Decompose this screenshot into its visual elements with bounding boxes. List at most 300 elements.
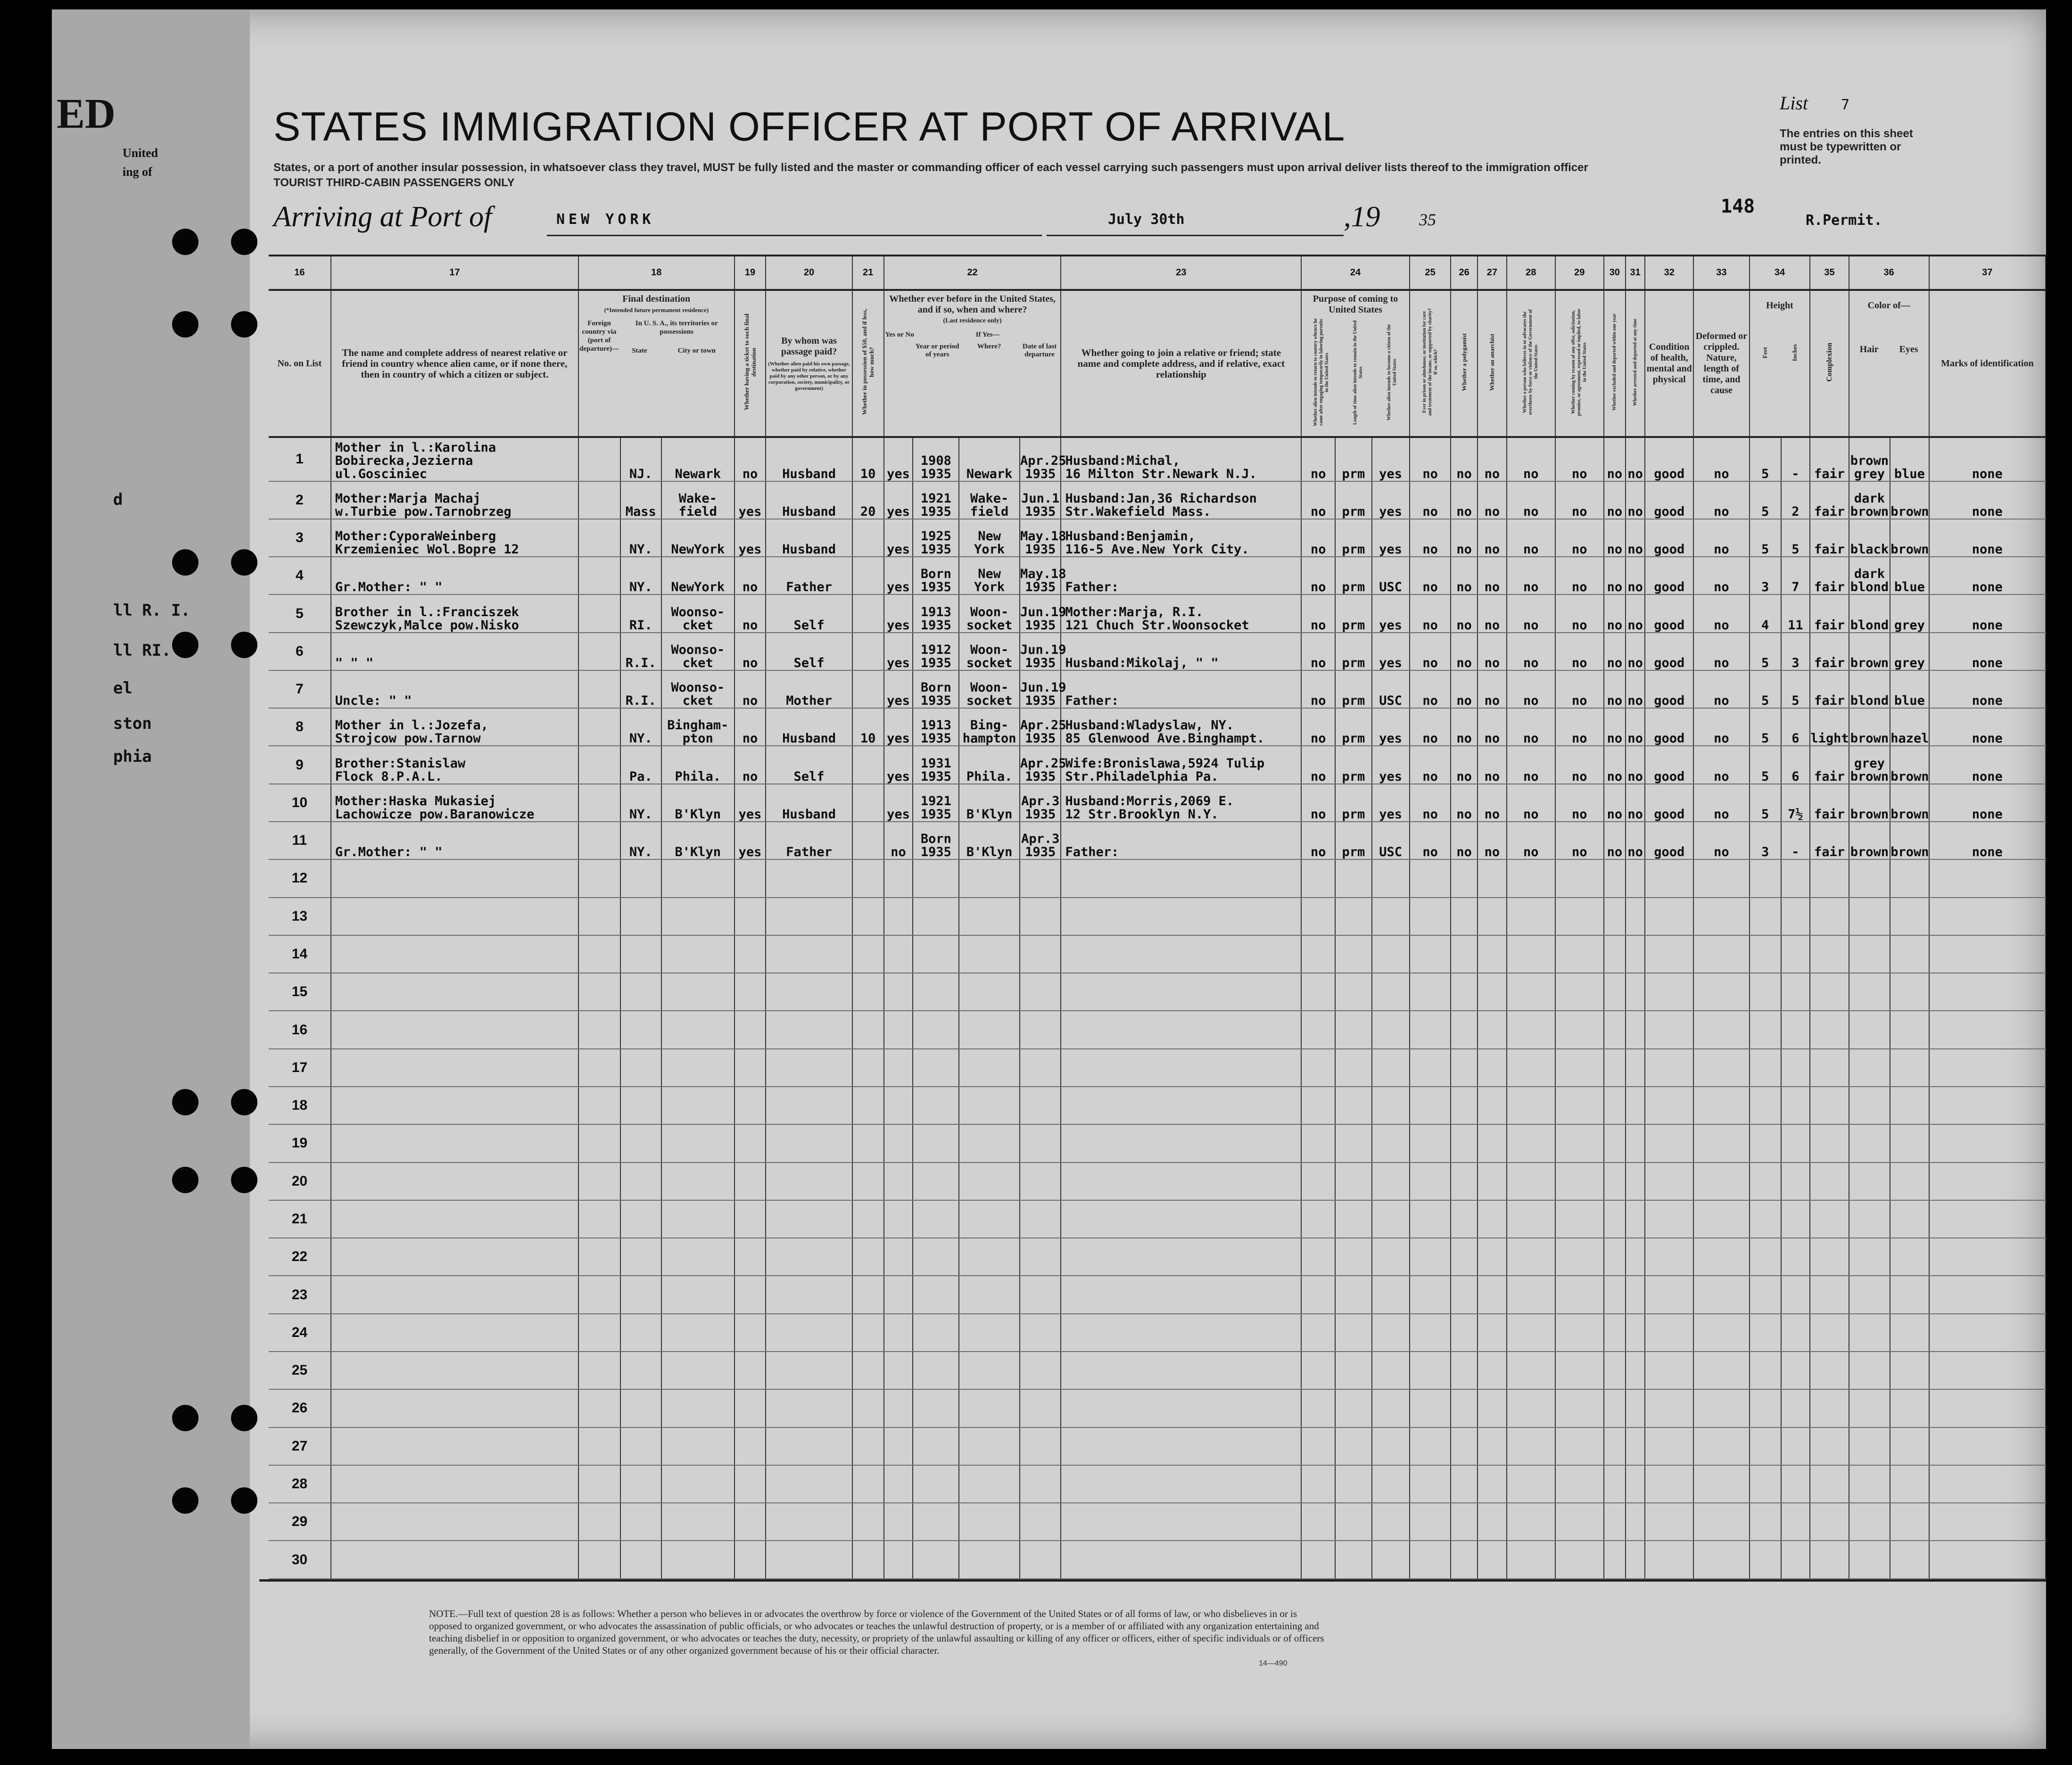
excluded: no bbox=[1604, 708, 1626, 746]
excluded: no bbox=[1604, 670, 1626, 708]
ticket bbox=[735, 973, 766, 1011]
money-amount bbox=[852, 1276, 884, 1313]
passage-paid-by bbox=[766, 898, 852, 935]
stub-heading: ED bbox=[57, 91, 116, 137]
header-polygamist bbox=[1451, 290, 1478, 437]
overthrow: no bbox=[1507, 708, 1555, 746]
purpose-citizen bbox=[1372, 1238, 1410, 1276]
previously-in-us: yes bbox=[884, 519, 913, 557]
destination-state: RI. bbox=[620, 594, 662, 632]
joining-relative bbox=[1061, 1163, 1301, 1200]
overthrow: no bbox=[1507, 633, 1555, 670]
complexion: light bbox=[1810, 708, 1849, 746]
purpose-citizen: yes bbox=[1372, 633, 1410, 670]
deformed: no bbox=[1693, 746, 1749, 784]
height-feet: 3 bbox=[1750, 557, 1781, 594]
deformed bbox=[1693, 1389, 1749, 1427]
list-label bbox=[1780, 92, 1849, 114]
destination-city: NewYork bbox=[661, 557, 734, 594]
destination-state: R.I. bbox=[620, 633, 662, 670]
purpose-return bbox=[1301, 1087, 1335, 1124]
health bbox=[1645, 1352, 1693, 1389]
money-amount bbox=[852, 784, 884, 822]
years-in-us bbox=[913, 1124, 959, 1162]
eye-color bbox=[1890, 1049, 1929, 1087]
polygamist bbox=[1451, 1389, 1478, 1427]
money-amount bbox=[852, 1427, 884, 1465]
height-inches bbox=[1781, 1163, 1810, 1200]
hair-header: Hair bbox=[1859, 344, 1879, 355]
health: good bbox=[1645, 557, 1693, 594]
passage-paid-by bbox=[766, 1087, 852, 1124]
identification-marks bbox=[1929, 973, 2046, 1011]
money-amount: 20 bbox=[852, 481, 884, 519]
deported: no bbox=[1626, 746, 1645, 784]
last-departure: Apr.25 1935 bbox=[1020, 708, 1061, 746]
complexion bbox=[1810, 898, 1849, 935]
anarchist-header-text: Whether an anarchist bbox=[1488, 333, 1496, 391]
relative-address: Gr.Mother: " " bbox=[331, 557, 578, 594]
destination-state: R.I. bbox=[620, 670, 662, 708]
eye-color bbox=[1890, 898, 1929, 935]
prison: no bbox=[1410, 594, 1451, 632]
prison: no bbox=[1410, 437, 1451, 481]
height-inches bbox=[1781, 1200, 1810, 1238]
via-port bbox=[578, 1087, 620, 1124]
previously-in-us: yes bbox=[884, 670, 913, 708]
class-line: TOURIST THIRD-CABIN PASSENGERS ONLY bbox=[273, 176, 515, 189]
complexion bbox=[1810, 1011, 1849, 1048]
previous-residence bbox=[959, 1427, 1020, 1465]
labor-offer bbox=[1555, 1352, 1604, 1389]
previous-residence bbox=[959, 1163, 1020, 1200]
anarchist bbox=[1478, 1314, 1507, 1352]
deformed bbox=[1693, 1200, 1749, 1238]
anarchist: no bbox=[1478, 708, 1507, 746]
anarchist: no bbox=[1478, 557, 1507, 594]
purpose-citizen: yes bbox=[1372, 708, 1410, 746]
stub-row-text: ll RI. bbox=[113, 641, 171, 660]
row-number: 18 bbox=[269, 1087, 331, 1124]
money-amount bbox=[852, 746, 884, 784]
labor-offer bbox=[1555, 1389, 1604, 1427]
purpose-citizen: yes bbox=[1372, 746, 1410, 784]
relative-address bbox=[331, 1011, 578, 1048]
height-inches bbox=[1781, 973, 1810, 1011]
excluded: no bbox=[1604, 437, 1626, 481]
punch-hole bbox=[172, 1089, 198, 1115]
deformed: no bbox=[1693, 784, 1749, 822]
eye-color bbox=[1890, 1465, 1929, 1503]
row-number: 29 bbox=[269, 1503, 331, 1541]
height-inches: 7 bbox=[1781, 557, 1810, 594]
height-subcolumns bbox=[1750, 344, 1810, 361]
deformed: no bbox=[1693, 633, 1749, 670]
relative-address: Mother in l.:Jozefa, Strojcow pow.Tarnow bbox=[331, 708, 578, 746]
polygamist bbox=[1451, 1352, 1478, 1389]
health: good bbox=[1645, 670, 1693, 708]
joining-relative: Father: bbox=[1061, 670, 1301, 708]
punch-hole bbox=[172, 311, 198, 338]
previous-residence: Woon- socket bbox=[959, 670, 1020, 708]
passage-paid-by bbox=[766, 973, 852, 1011]
destination-city: Newark bbox=[661, 437, 734, 481]
header-anarchist bbox=[1478, 290, 1507, 437]
deported bbox=[1626, 1276, 1645, 1313]
destination-city bbox=[661, 1049, 734, 1087]
deported: no bbox=[1626, 822, 1645, 859]
row-number: 9 bbox=[269, 746, 331, 784]
overthrow bbox=[1507, 1389, 1555, 1427]
passage-paid-by: Self bbox=[766, 633, 852, 670]
deported bbox=[1626, 1352, 1645, 1389]
purpose-return bbox=[1301, 1427, 1335, 1465]
last-departure: Jun.19 1935 bbox=[1020, 670, 1061, 708]
via-port bbox=[578, 898, 620, 935]
passage-paid-by: Husband bbox=[766, 784, 852, 822]
passage-paid-by: Husband bbox=[766, 519, 852, 557]
row-number: 28 bbox=[269, 1465, 331, 1503]
purpose-return: no bbox=[1301, 708, 1335, 746]
purpose-return: no bbox=[1301, 481, 1335, 519]
ticket: yes bbox=[735, 784, 766, 822]
joining-relative bbox=[1061, 1314, 1301, 1352]
relative-address bbox=[331, 1087, 578, 1124]
height-inches bbox=[1781, 1389, 1810, 1427]
destination-city: B'Klyn bbox=[661, 784, 734, 822]
relative-address: Brother in l.:Franciszek Szewczyk,Malce pow.Nisko bbox=[331, 594, 578, 632]
previous-residence bbox=[959, 1276, 1020, 1313]
height-feet bbox=[1750, 1427, 1781, 1465]
last-departure bbox=[1020, 1276, 1061, 1313]
overthrow bbox=[1507, 1541, 1555, 1579]
identification-marks bbox=[1929, 1503, 2046, 1541]
table-row bbox=[269, 1276, 2046, 1313]
prison bbox=[1410, 898, 1451, 935]
previous-residence bbox=[959, 1124, 1020, 1162]
hair-color bbox=[1849, 859, 1890, 897]
excluded bbox=[1604, 1314, 1626, 1352]
complexion: fair bbox=[1810, 633, 1849, 670]
destination-state bbox=[620, 1465, 662, 1503]
anarchist: no bbox=[1478, 633, 1507, 670]
state-header: State bbox=[632, 346, 647, 355]
money-amount: 10 bbox=[852, 437, 884, 481]
overthrow bbox=[1507, 1314, 1555, 1352]
joining-relative: Father: bbox=[1061, 557, 1301, 594]
row-number: 12 bbox=[269, 859, 331, 897]
relative-address bbox=[331, 1465, 578, 1503]
purpose-return bbox=[1301, 1276, 1335, 1313]
relative-address bbox=[331, 1276, 578, 1313]
eye-color bbox=[1890, 1276, 1929, 1313]
port-underline bbox=[547, 235, 1042, 236]
prison bbox=[1410, 1427, 1451, 1465]
height-feet bbox=[1750, 1352, 1781, 1389]
page-subtitle bbox=[273, 160, 1876, 190]
date-underline bbox=[1047, 235, 1344, 236]
passage-paid-by: Husband bbox=[766, 481, 852, 519]
stub-row-text: ll R. I. bbox=[113, 601, 190, 620]
page-title: STATES IMMIGRATION OFFICER AT PORT OF ARRIVAL bbox=[273, 104, 1346, 149]
money-amount bbox=[852, 633, 884, 670]
height-feet bbox=[1750, 1200, 1781, 1238]
ticket: no bbox=[735, 746, 766, 784]
prison bbox=[1410, 1238, 1451, 1276]
previously-in-us bbox=[884, 859, 913, 897]
previously-in-us bbox=[884, 1087, 913, 1124]
row-number: 2 bbox=[269, 481, 331, 519]
ticket bbox=[735, 1314, 766, 1352]
ticket bbox=[735, 1124, 766, 1162]
money-amount bbox=[852, 1049, 884, 1087]
health bbox=[1645, 1541, 1693, 1579]
hair-color: blond bbox=[1849, 594, 1890, 632]
health bbox=[1645, 1314, 1693, 1352]
relative-address bbox=[331, 1314, 578, 1352]
polygamist: no bbox=[1451, 822, 1478, 859]
purpose-length bbox=[1335, 1124, 1371, 1162]
last-departure bbox=[1020, 1503, 1061, 1541]
anarchist bbox=[1478, 1503, 1507, 1541]
relative-address bbox=[331, 935, 578, 973]
deformed bbox=[1693, 1238, 1749, 1276]
yes-no-header: Yes or No bbox=[885, 330, 914, 338]
permit-label: R.Permit. bbox=[1806, 212, 1882, 229]
row-number: 7 bbox=[269, 670, 331, 708]
labor-offer bbox=[1555, 973, 1604, 1011]
excluded bbox=[1604, 1049, 1626, 1087]
identification-marks bbox=[1929, 1087, 2046, 1124]
eye-color bbox=[1890, 1200, 1929, 1238]
header-deported bbox=[1626, 290, 1645, 437]
polygamist bbox=[1451, 1163, 1478, 1200]
passage-paid-by bbox=[766, 1276, 852, 1313]
stub-row-text: d bbox=[113, 490, 123, 509]
money-amount bbox=[852, 822, 884, 859]
deported: no bbox=[1626, 481, 1645, 519]
eye-color bbox=[1890, 1314, 1929, 1352]
identification-marks bbox=[1929, 1200, 2046, 1238]
destination-city bbox=[661, 1163, 734, 1200]
relative-address bbox=[331, 1503, 578, 1541]
purpose-citizen bbox=[1372, 898, 1410, 935]
header-money bbox=[852, 290, 884, 437]
deformed bbox=[1693, 935, 1749, 973]
last-departure bbox=[1020, 1427, 1061, 1465]
col-num: 16 bbox=[269, 256, 331, 290]
height-inches: 11 bbox=[1781, 594, 1810, 632]
polygamist bbox=[1451, 1503, 1478, 1541]
prison: no bbox=[1410, 633, 1451, 670]
ticket bbox=[735, 1276, 766, 1313]
years-in-us bbox=[913, 859, 959, 897]
joining-relative: Husband:Morris,2069 E. 12 Str.Brooklyn N.Y. bbox=[1061, 784, 1301, 822]
eye-color: brown bbox=[1890, 746, 1929, 784]
overthrow-header-text: Whether a person who believes in or advocates the overthrow by force or violence of the Government of the United States bbox=[1522, 309, 1539, 415]
anarchist bbox=[1478, 1049, 1507, 1087]
purpose-citizen bbox=[1372, 1276, 1410, 1313]
overthrow: no bbox=[1507, 594, 1555, 632]
deformed bbox=[1693, 898, 1749, 935]
identification-marks: none bbox=[1929, 594, 2046, 632]
years-header: Year or period of years bbox=[915, 342, 959, 358]
years-in-us bbox=[913, 1503, 959, 1541]
destination-city: Woonso- cket bbox=[661, 594, 734, 632]
purpose-citizen bbox=[1372, 1541, 1410, 1579]
header-final-destination bbox=[578, 290, 735, 437]
purpose-citizen bbox=[1372, 1049, 1410, 1087]
destination-state bbox=[620, 973, 662, 1011]
complexion bbox=[1810, 935, 1849, 973]
row-number: 30 bbox=[269, 1541, 331, 1579]
health bbox=[1645, 1427, 1693, 1465]
purpose-return bbox=[1301, 935, 1335, 973]
via-port bbox=[578, 594, 620, 632]
excluded bbox=[1604, 1124, 1626, 1162]
identification-marks bbox=[1929, 1238, 2046, 1276]
deported bbox=[1626, 1163, 1645, 1200]
passage-paid-by bbox=[766, 1427, 852, 1465]
color-subcolumns bbox=[1849, 344, 1929, 355]
complexion: fair bbox=[1810, 481, 1849, 519]
row-number: 8 bbox=[269, 708, 331, 746]
previously-in-us bbox=[884, 1124, 913, 1162]
entries-note: The entries on this sheet must be typewritten or printed. bbox=[1780, 127, 1913, 166]
excluded: no bbox=[1604, 633, 1626, 670]
money-amount bbox=[852, 973, 884, 1011]
health bbox=[1645, 859, 1693, 897]
ticket: yes bbox=[735, 519, 766, 557]
relative-address: Mother:Marja Machaj w.Turbie pow.Tarnobrzeg bbox=[331, 481, 578, 519]
column-number-row bbox=[269, 256, 2046, 290]
relative-address bbox=[331, 973, 578, 1011]
height-feet: 5 bbox=[1750, 519, 1781, 557]
destination-city bbox=[661, 1541, 734, 1579]
money-amount: 10 bbox=[852, 708, 884, 746]
identification-marks: none bbox=[1929, 822, 2046, 859]
eye-color: hazel bbox=[1890, 708, 1929, 746]
deported bbox=[1626, 1427, 1645, 1465]
row-number: 21 bbox=[269, 1200, 331, 1238]
previous-residence: Bing- hampton bbox=[959, 708, 1020, 746]
excluded bbox=[1604, 935, 1626, 973]
deformed bbox=[1693, 1011, 1749, 1048]
stub-row-text: ston bbox=[113, 714, 152, 733]
via-port bbox=[578, 633, 620, 670]
table-row bbox=[269, 1124, 2046, 1162]
height-inches: 6 bbox=[1781, 708, 1810, 746]
previous-residence: New York bbox=[959, 519, 1020, 557]
row-number: 4 bbox=[269, 557, 331, 594]
joining-relative bbox=[1061, 1352, 1301, 1389]
purpose-length: prm bbox=[1335, 822, 1371, 859]
polygamist: no bbox=[1451, 670, 1478, 708]
row-number: 24 bbox=[269, 1314, 331, 1352]
complexion: fair bbox=[1810, 519, 1849, 557]
health bbox=[1645, 1503, 1693, 1541]
purpose-return bbox=[1301, 1541, 1335, 1579]
hair-color: black bbox=[1849, 519, 1890, 557]
years-in-us bbox=[913, 1427, 959, 1465]
purpose-length: prm bbox=[1335, 746, 1371, 784]
purpose-length bbox=[1335, 1238, 1371, 1276]
relative-address bbox=[331, 1163, 578, 1200]
previous-residence: Woon- socket bbox=[959, 633, 1020, 670]
last-departure bbox=[1020, 1314, 1061, 1352]
prison bbox=[1410, 935, 1451, 973]
row-number: 19 bbox=[269, 1124, 331, 1162]
excluded: no bbox=[1604, 557, 1626, 594]
punch-hole bbox=[172, 549, 198, 576]
labor-offer: no bbox=[1555, 784, 1604, 822]
header-relative-address: The name and complete address of nearest relative or friend in country whence alien came, or if none there, then in country of which a citizen or subject. bbox=[331, 290, 578, 437]
last-departure: Apr.25 1935 bbox=[1020, 746, 1061, 784]
purpose-citizen bbox=[1372, 1163, 1410, 1200]
hair-color bbox=[1849, 1465, 1890, 1503]
deformed bbox=[1693, 1465, 1749, 1503]
punch-hole bbox=[231, 229, 257, 255]
polygamist: no bbox=[1451, 557, 1478, 594]
anarchist bbox=[1478, 1087, 1507, 1124]
destination-state bbox=[620, 1503, 662, 1541]
row-number: 14 bbox=[269, 935, 331, 973]
destination-state: NY. bbox=[620, 557, 662, 594]
col-num: 17 bbox=[331, 256, 578, 290]
labor-offer bbox=[1555, 1465, 1604, 1503]
purpose-return: no bbox=[1301, 594, 1335, 632]
destination-city bbox=[661, 1200, 734, 1238]
deformed bbox=[1693, 1314, 1749, 1352]
destination-city bbox=[661, 1314, 734, 1352]
identification-marks bbox=[1929, 1049, 2046, 1087]
table-row bbox=[269, 708, 2046, 746]
years-in-us: 1908 1935 bbox=[913, 437, 959, 481]
col-num: 31 bbox=[1626, 256, 1645, 290]
purpose-return: no bbox=[1301, 746, 1335, 784]
table-row bbox=[269, 1541, 2046, 1579]
table-row bbox=[269, 784, 2046, 822]
joining-relative bbox=[1061, 1389, 1301, 1427]
hair-color bbox=[1849, 1163, 1890, 1200]
passage-paid-by bbox=[766, 935, 852, 973]
ticket bbox=[735, 1087, 766, 1124]
years-in-us bbox=[913, 1389, 959, 1427]
complexion bbox=[1810, 1238, 1849, 1276]
height-feet: 5 bbox=[1750, 708, 1781, 746]
via-port bbox=[578, 1389, 620, 1427]
money-amount bbox=[852, 557, 884, 594]
purpose-return bbox=[1301, 1314, 1335, 1352]
complexion bbox=[1810, 1163, 1849, 1200]
previously-in-us bbox=[884, 1314, 913, 1352]
previous-residence bbox=[959, 1200, 1020, 1238]
eye-color: brown bbox=[1890, 481, 1929, 519]
inches-header: Inches bbox=[1791, 344, 1799, 361]
destination-city: Wake- field bbox=[661, 481, 734, 519]
years-in-us: 1921 1935 bbox=[913, 784, 959, 822]
eye-color bbox=[1890, 1389, 1929, 1427]
destination-state bbox=[620, 1314, 662, 1352]
deported: no bbox=[1626, 594, 1645, 632]
previous-residence-title: Whether ever before in the United States, and if so, when and where? bbox=[889, 293, 1056, 315]
destination-state bbox=[620, 1049, 662, 1087]
complexion bbox=[1810, 1314, 1849, 1352]
col-num: 33 bbox=[1693, 256, 1749, 290]
identification-marks bbox=[1929, 935, 2046, 973]
years-in-us: 1925 1935 bbox=[913, 519, 959, 557]
height-feet: 5 bbox=[1750, 481, 1781, 519]
